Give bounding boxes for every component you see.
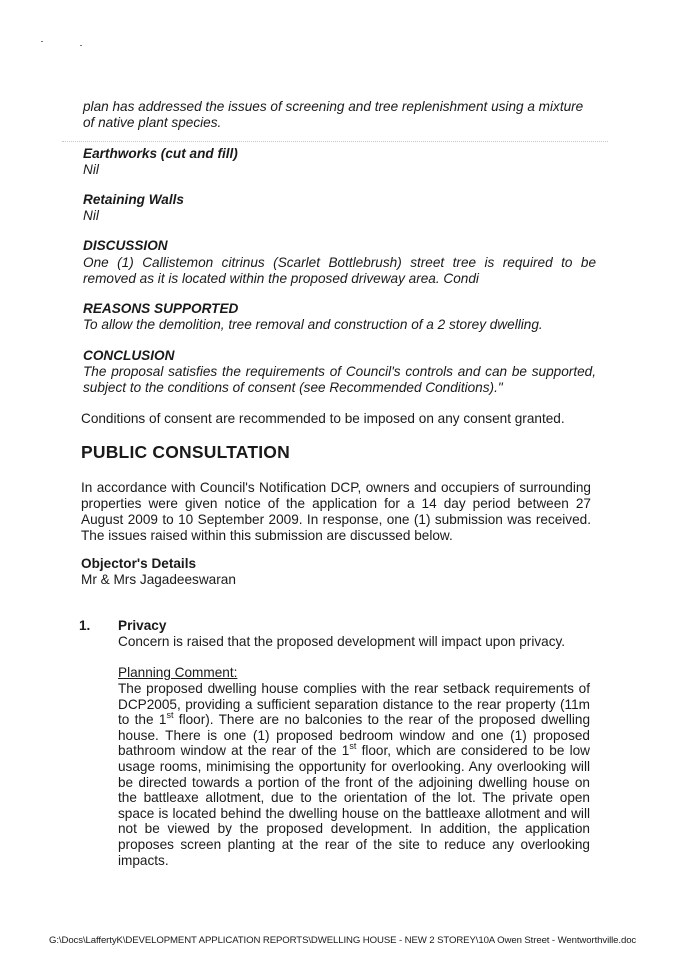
retaining-walls-heading: Retaining Walls [83,192,184,207]
discussion-heading: DISCUSSION [83,238,168,253]
superscript-2: st [349,740,357,751]
issue-title: Privacy [118,618,167,633]
conclusion-text: The proposal satisfies the requirements of Council's controls and can be supported, subject to the conditions of consent (see Recommended Conditions)." [83,364,596,395]
earthworks-value: Nil [83,162,99,177]
discussion-text: One (1) Callistemon citrinus (Scarlet Bottlebrush) street tree is required to be removed as it is located within the proposed driveway area. Condi [83,255,596,286]
planning-comment-part-2: floor). There are no balconies to the rear of the proposed dwelling house. There is one (1) proposed bedroom window and one (1) proposed bathroom window at the rear of the 1 [118,712,591,759]
footer-path: G:\Docs\LaffertyK\DEVELOPMENT APPLICATION REPORTS\DWELLING HOUSE - NEW 2 STOREY\10A Owen Street - Wentworthville.doc [49,935,637,946]
reasons-supported-heading: REASONS SUPPORTED [83,301,239,316]
reasons-supported-text: To allow the demolition, tree removal and construction of a 2 storey dwelling. [83,317,543,332]
intro-line-2: of native plant species. [83,115,222,130]
planning-comment-part-3: floor, which are considered to be low usage rooms, minimising the opportunity for overlooking. Any overlooking will be directed towards a portion of the front of the adjoining dwelling house on the battleaxe allotment, due to the orientation of the lot. The private open space is located behind the dwelling house on the battleaxe allotment and will not be viewed by the proposed development. In addition, the application proposes screen planting at the rear of the site to reduce any overlooking impacts. [118,743,590,868]
scan-speck [41,41,43,42]
dotted-divider [62,141,608,142]
conclusion-heading: CONCLUSION [83,348,175,363]
superscript-1: st [166,709,174,720]
objector-heading: Objector's Details [81,556,197,571]
planning-comment-text [118,681,590,868]
scan-speck [80,45,82,46]
issue-number: 1. [79,618,91,633]
planning-comment-part-1: The proposed dwelling house complies with the rear setback requirements of DCP2005, providing a sufficient separation distance to the rear property (11m to the 1 [118,681,590,728]
earthworks-heading: Earthworks (cut and fill) [83,146,238,161]
intro-line-1: plan has addressed the issues of screening and tree replenishment using a mixture [83,99,584,114]
public-consultation-paragraph: In accordance with Council's Notification DCP, owners and occupiers of surrounding properties were given notice of the application for a 14 day period between 27 August 2009 to 10 September 2009. In response, one (1) submission was received. The issues raised within this submission are discussed below. [81,480,591,543]
issue-concern: Concern is raised that the proposed development will impact upon privacy. [118,634,566,649]
conditions-text: Conditions of consent are recommended to be imposed on any consent granted. [81,411,565,426]
retaining-walls-value: Nil [83,208,99,223]
public-consultation-heading: PUBLIC CONSULTATION [81,442,290,462]
planning-comment-label: Planning Comment: [118,665,238,680]
objector-name: Mr & Mrs Jagadeeswaran [81,572,236,587]
